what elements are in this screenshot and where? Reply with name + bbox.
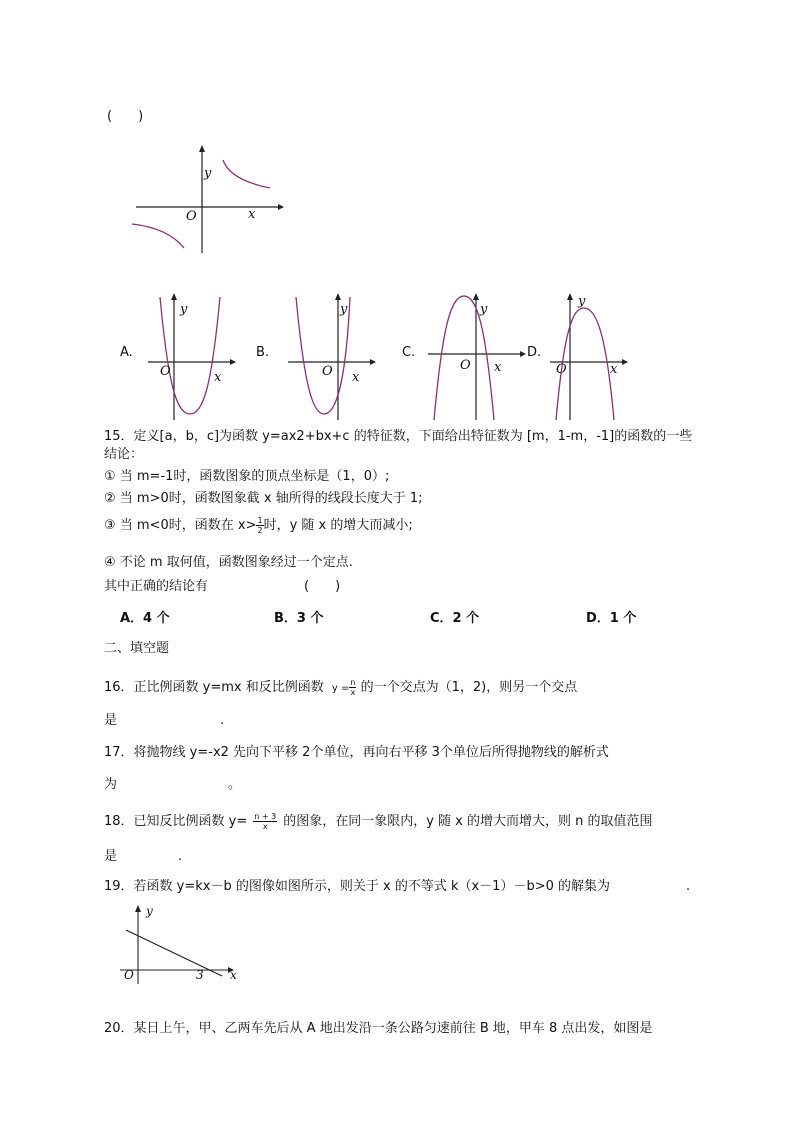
option-a-origin: O (160, 364, 171, 379)
q15-item-3-pre: ③ 当 m<0时，函数在 x> (104, 518, 257, 533)
frac-num: n (350, 678, 356, 687)
q15-item-3 (104, 516, 413, 535)
q16-stem (104, 678, 577, 698)
q18-post: 的图象，在同一象限内，y 随 x 的增大而增大，则 n 的取值范围 (283, 814, 653, 829)
q15-ask: 其中正确的结论有 (104, 579, 209, 594)
q17-end: 。 (228, 777, 242, 792)
q19-y-label: y (146, 904, 153, 918)
frac-den: x (350, 688, 356, 697)
q15-choice-a: A．4 个 (120, 611, 170, 626)
option-a-y-label: y (180, 302, 188, 317)
q19-line-figure (118, 904, 238, 986)
q19-x-label: x (230, 968, 237, 982)
q15-ask-paren: ( ) (304, 579, 341, 594)
fraction-n3-over-x (253, 812, 277, 831)
frac-num: 1 (257, 516, 263, 525)
option-b-x-label: x (352, 370, 360, 385)
q15-choice-d: D．1 个 (586, 611, 637, 626)
q15-item-1: ① 当 m=-1时，函数图象的顶点坐标是（1，0）; (104, 469, 390, 484)
q15-choice-c: C．2 个 (430, 611, 480, 626)
option-a-letter: A. (120, 345, 133, 360)
q20-stem: 20．某日上午，甲、乙两车先后从 A 地出发沿一条公路匀速前往 B 地，甲车 8 点出发，如图是 (104, 1021, 653, 1036)
option-c-graph (428, 292, 528, 422)
frac-den: 2 (257, 526, 263, 535)
q16-end: . (220, 713, 225, 728)
option-d-x-label: x (610, 362, 618, 377)
option-d-graph (550, 292, 640, 422)
q18-line2: 是 (104, 849, 118, 864)
q17-line2: 为 (104, 777, 118, 792)
option-d-origin: O (556, 362, 567, 377)
q16-pre: 16．正比例函数 y=mx 和反比例函数 (104, 680, 324, 695)
option-c-x-label: x (494, 360, 502, 375)
option-c-letter: C. (402, 345, 416, 360)
answer-paren: ( ) (107, 109, 144, 124)
fraction-half (256, 516, 263, 535)
q15-choice-b: B．3 个 (274, 611, 324, 626)
q18-end: . (178, 849, 183, 864)
fraction-n-over-x (349, 678, 356, 697)
q19-origin: O (124, 968, 134, 982)
q15-item-2: ② 当 m>0时，函数图象截 x 轴所得的线段长度大于 1; (104, 491, 423, 506)
option-b-origin: O (322, 364, 333, 379)
q16-post: 的一个交点为（1，2)，则另一个交点 (360, 680, 578, 695)
option-a-x-label: x (214, 370, 222, 385)
option-d-letter: D. (527, 345, 542, 360)
frac-den: x (262, 822, 268, 831)
option-b-letter: B. (256, 345, 270, 360)
q15-stem: 15．定义[a，b，c]为函数 y=ax2+bx+c 的特征数，下面给出特征数为 [m，1-m，-1]的函数的一些 (104, 429, 693, 444)
option-c-y-label: y (480, 302, 488, 317)
q15-stem-cont: 结论： (104, 447, 144, 462)
hyperbola-figure (128, 140, 288, 260)
q16-frac-lhs: y = (331, 683, 350, 694)
q19-end: . (686, 879, 691, 894)
frac-num: n + 3 (254, 812, 277, 821)
q18-pre: 18．已知反比例函数 y= (104, 814, 248, 829)
q19-stem: 19．若函数 y=kx－b 的图像如图所示，则关于 x 的不等式 k（x－1）－b>0 的解集为 (104, 879, 610, 894)
q16-line2: 是 (104, 713, 118, 728)
option-d-y-label: y (578, 294, 586, 309)
x-axis-label: x (248, 207, 256, 222)
q18-stem (104, 812, 653, 831)
option-a-graph (148, 292, 238, 422)
q15-item-3-post: 时，y 随 x 的增大而减小; (263, 518, 413, 533)
q15-item-4: ④ 不论 m 取何值，函数图象经过一个定点. (104, 555, 353, 570)
q17-stem: 17．将抛物线 y=-x2 先向下平移 2个单位，再向右平移 3个单位后所得抛物线的解析式 (104, 745, 609, 760)
section-title: 二、填空题 (104, 641, 170, 656)
option-c-origin: O (460, 358, 471, 373)
y-axis-label: y (204, 166, 212, 181)
origin-label: O (186, 209, 197, 224)
option-b-graph (288, 292, 378, 422)
option-b-y-label: y (340, 302, 348, 317)
q19-tick-3: 3 (196, 968, 204, 982)
